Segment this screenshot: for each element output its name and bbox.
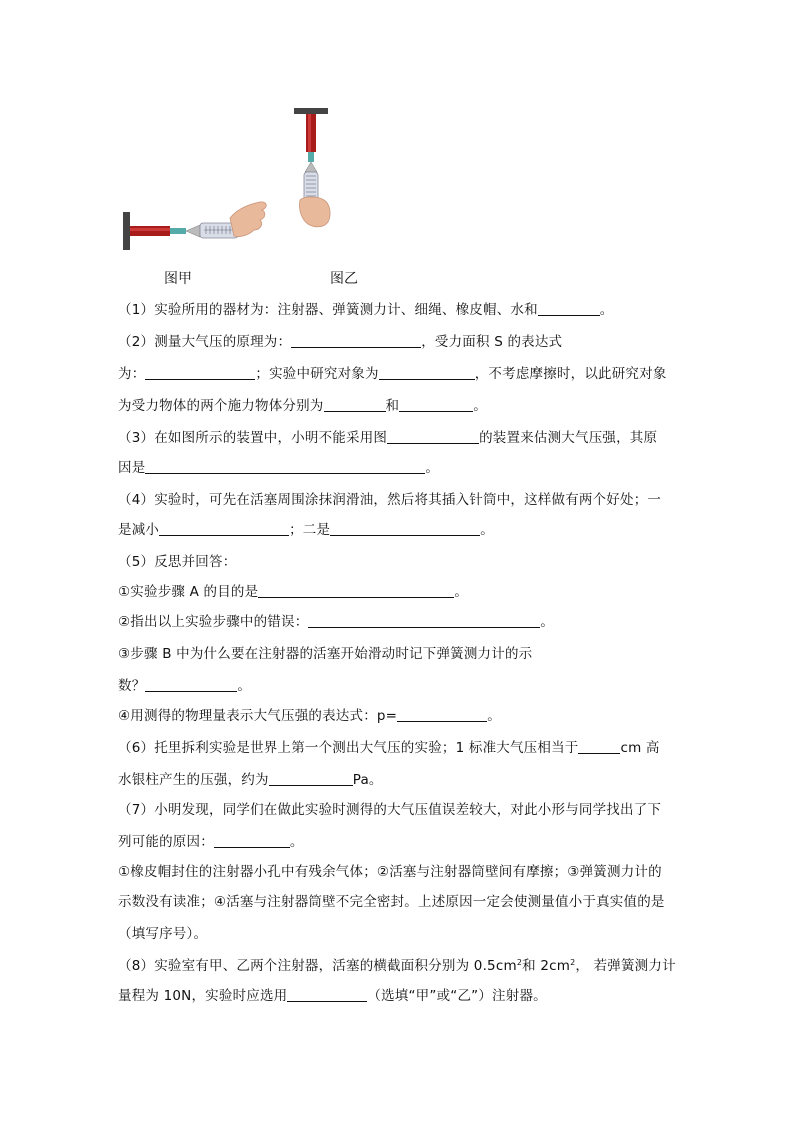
wall-bracket-jia [123,212,130,250]
question-5 [118,552,678,572]
text: ④用测得的物理量表示大气压强的表达式：p= [118,708,398,724]
punct: 。 [237,678,252,694]
text: ②指出以上实验步骤中的错误： [118,614,309,630]
text: ，不考虑摩擦时，以此研究对象 [474,366,667,382]
question-7-line-3 [118,862,678,882]
answer-blank[interactable] [269,771,353,786]
text: ， 若弹簧测力计 [575,958,676,974]
answer-blank[interactable] [145,365,255,380]
text: （选填“甲”或“乙”）注射器。 [367,988,547,1004]
answer-blank[interactable] [214,833,290,848]
text: cm 高 [620,740,660,756]
text: ①实验步骤 A 的目的是 [118,584,259,600]
question-7 [118,800,678,820]
hand-jia [230,202,266,237]
text: ③步骤 B 中为什么要在注射器的活塞开始滑动时记下弹簧测力计的示 [118,646,533,662]
text: 因是 [118,460,146,476]
question-5-4 [118,706,678,726]
question-1-text: （1）实验所用的器材为：注射器、弹簧测力计、细绳、橡皮帽、水和 [118,302,538,318]
question-6 [118,738,678,758]
text: 是减小 [118,522,160,538]
answer-blank[interactable] [258,583,454,598]
figure-label-jia: 图甲 [164,271,192,287]
answer-blank[interactable] [145,677,237,692]
figure-label-yi: 图乙 [330,271,358,287]
question-4 [118,490,678,510]
question-8-line-2 [118,986,678,1006]
text: （填写序号）。 [118,926,208,942]
question-7-text: （7）小明发现，同学们在做此实验时测得的大气压值误差较大，对此小形与同学找出了下 [118,802,662,818]
question-4-text: （4）实验时，可先在活塞周围涂抹润滑油，然后将其插入针筒中，这样做有两个好处；一 [118,492,662,508]
question-1 [118,300,678,320]
answer-blank[interactable] [330,521,480,536]
answer-blank[interactable] [145,459,425,474]
question-2-text-b: ，受力面积 S 的表达式 [421,334,563,350]
answer-blank[interactable] [538,301,600,316]
superscript: 2 [570,958,576,967]
answer-blank[interactable] [308,613,540,628]
question-2-line-2 [118,364,678,384]
question-2-line-3 [118,396,678,416]
question-5-3 [118,644,678,664]
question-3 [118,428,678,448]
question-3-text: （3）在如图所示的装置中，小明不能采用图 [118,430,388,446]
text: 水银柱产生的压强，约为 [118,772,269,788]
answer-blank[interactable] [291,333,421,348]
hand-yi [299,197,330,227]
punct: 。 [599,302,614,318]
punct: 。 [289,834,304,850]
text: 示数没有读准；④活塞与注射器筒壁不完全密封。上述原因一定会使测量值小于真实值的是 [118,894,665,910]
answer-blank[interactable] [397,707,487,722]
question-5-1 [118,582,678,602]
answer-blank[interactable] [379,365,475,380]
figures-area [118,100,378,300]
question-7-line-5 [118,924,678,944]
answer-blank[interactable] [387,429,479,444]
answer-blank[interactable] [578,739,620,754]
question-8 [118,956,678,976]
text: ①橡皮帽封住的注射器小孔中有残余气体；②活塞与注射器筒壁间有摩擦；③弹簧测力计的 [118,864,662,880]
syringe-experiment-figure [118,100,378,260]
text: 列可能的原因： [118,834,214,850]
question-6-text: （6）托里拆利实验是世界上第一个测出大气压的实验；1 标准大气压相当于 [118,740,579,756]
punct: 。 [425,460,440,476]
question-5-2 [118,612,678,632]
punct: 。 [454,584,469,600]
question-5-text: （5）反思并回答： [118,554,237,570]
punct: 。 [540,614,555,630]
question-5-3-line-2 [118,676,678,696]
punct: 。 [473,398,487,414]
question-4-line-2 [118,520,678,540]
text: ；实验中研究对象为 [255,366,379,382]
question-6-line-2 [118,770,678,790]
answer-blank[interactable] [399,397,473,412]
text: 量程为 10N，实验时应选用 [118,988,288,1004]
question-7-line-2 [118,832,678,852]
text: Pa。 [352,772,383,788]
question-2-text: （2）测量大气压的原理为： [118,334,292,350]
question-3-line-2 [118,458,678,478]
answer-blank[interactable] [159,521,289,536]
text: 为： [118,366,146,382]
text: 数？ [118,678,146,694]
punct: 。 [480,522,494,538]
text: ；二是 [289,522,331,538]
punct: 。 [487,708,501,724]
question-2 [118,332,678,352]
question-8-text: （8）实验室有甲、乙两个注射器，活塞的横截面积分别为 0.5cm [118,958,517,974]
answer-blank[interactable] [324,397,386,412]
text: 的装置来估测大气压强，其原 [479,430,658,446]
superscript: 2 [516,958,523,967]
ceiling-bracket-yi [294,108,328,114]
text: 和 2cm [522,958,571,974]
text: 为受力物体的两个施力物体分别为 [118,398,324,414]
answer-blank[interactable] [287,987,367,1002]
question-7-line-4 [118,892,678,912]
text: 和 [385,398,400,414]
